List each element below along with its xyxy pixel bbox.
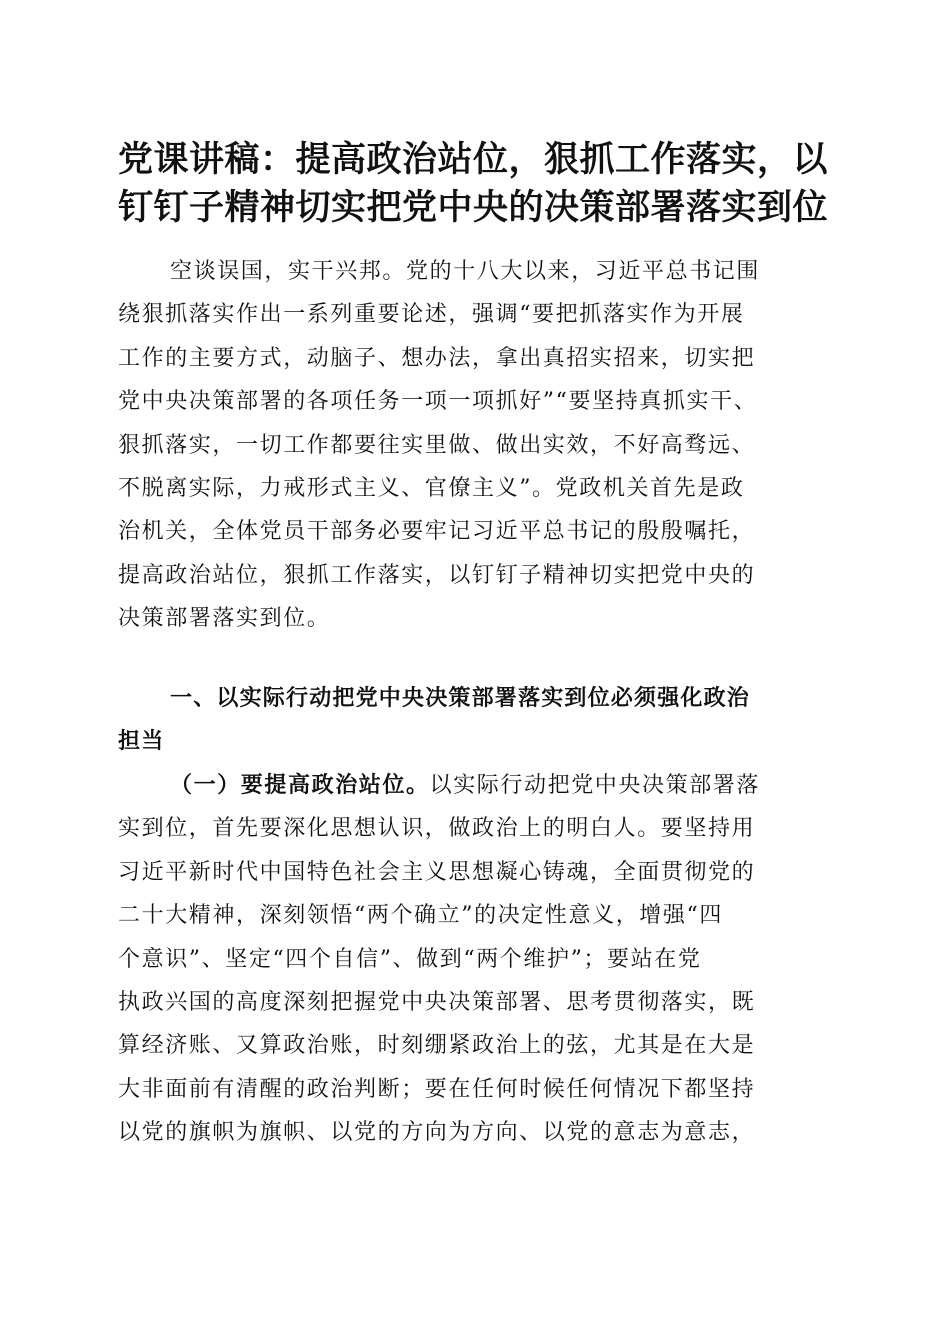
text-line: 工作的主要方式，动脑子、想办法，拿出真招实招来，切实把 — [118, 345, 756, 371]
text-line: 算经济账、又算政治账，时刻绷紧政治上的弦，尤其是在大是 — [118, 1033, 756, 1059]
document-title — [118, 136, 838, 232]
text-segment: 以实际行动把党中央决策部署落 — [429, 773, 761, 798]
text-line — [118, 764, 834, 807]
text-line: 决策部署落实到位。 — [118, 606, 331, 632]
intro-paragraph — [118, 250, 834, 641]
text-line: 治机关，全体党员干部务必要牢记习近平总书记的殷殷嘱托， — [118, 519, 756, 545]
title-line: 钉钉子精神切实把党中央的决策部署落实到位 — [118, 187, 829, 228]
section-heading — [118, 677, 834, 764]
section-paragraph — [118, 764, 834, 1155]
text-line: 个意识”、坚定“四个自信”、做到“两个维护”；要站在党 — [118, 946, 702, 972]
text-line: 执政兴国的高度深刻把握党中央决策部署、思考贯彻落实，既 — [118, 990, 756, 1016]
text-line: 狠抓落实，一切工作都要往实里做、做出实效，不好高骛远、 — [118, 432, 756, 458]
text-line: 绕狠抓落实作出一系列重要论述，强调“要把抓落实作为开展 — [118, 302, 745, 328]
sub-heading: （一）要提高政治站位。 — [170, 773, 430, 798]
title-line: 党课讲稿：提高政治站位，狠抓工作落实，以 — [118, 139, 829, 180]
text-line: 实到位，首先要深化思想认识，做政治上的明白人。要坚持用 — [118, 816, 756, 842]
text-line: 党中央决策部署的各项任务一项一项抓好”“要坚持真抓实干、 — [118, 389, 758, 415]
text-line: 大非面前有清醒的政治判断；要在任何时候任何情况下都坚持 — [118, 1076, 756, 1102]
heading-line: 一、以实际行动把党中央决策部署落实到位必须强化政治 — [170, 686, 751, 711]
text-line: 提高政治站位，狠抓工作落实，以钉钉子精神切实把党中央的 — [118, 562, 756, 588]
text-line: 二十大精神，深刻领悟“两个确立”的决定性意义，增强“四 — [118, 903, 723, 929]
text-line: 习近平新时代中国特色社会主义思想凝心铸魂，全面贯彻党的 — [118, 859, 756, 885]
heading-line: 担当 — [118, 729, 165, 755]
text-line: 以党的旗帜为旗帜、以党的方向为方向、以党的意志为意志， — [118, 1120, 756, 1146]
text-line: 不脱离实际，力戒形式主义、官僚主义”。党政机关首先是政 — [118, 476, 745, 502]
text-line: 空谈误国，实干兴邦。党的十八大以来，习近平总书记围 — [170, 259, 761, 284]
